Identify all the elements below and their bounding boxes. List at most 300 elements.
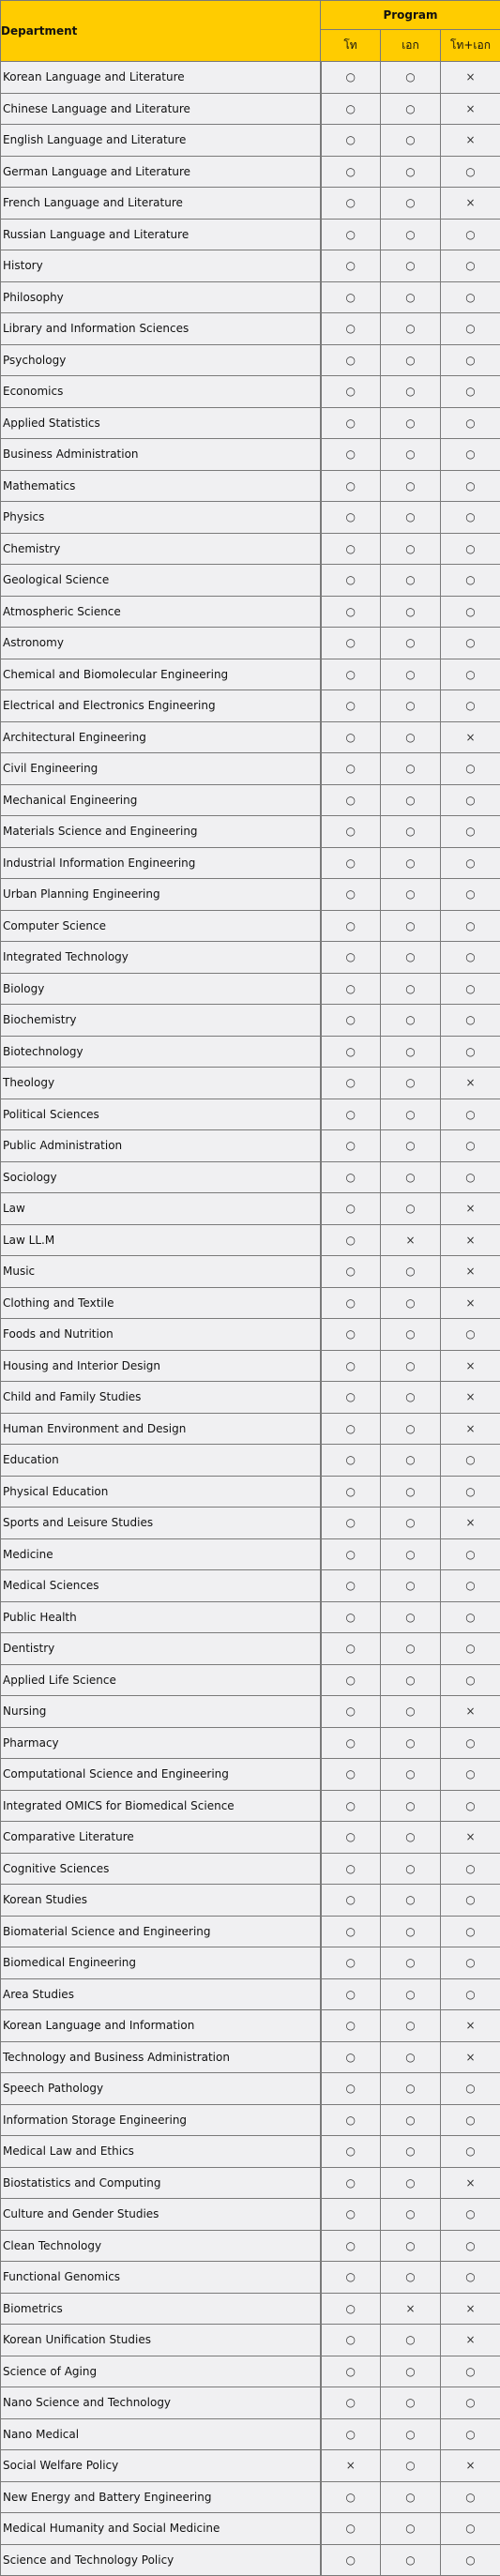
department-name: Korean Studies (1, 1885, 321, 1917)
table-row (1, 2010, 500, 2042)
doctoral-mark: × (381, 1224, 441, 1256)
doctoral-mark: ○ (381, 596, 441, 628)
doctoral-mark: ○ (381, 2136, 441, 2168)
table-row (1, 1727, 500, 1759)
department-name: Mathematics (1, 470, 321, 502)
table-row (1, 1822, 500, 1854)
masters-mark: ○ (321, 816, 381, 848)
doctoral-mark: ○ (381, 2325, 441, 2356)
masters-mark: ○ (321, 879, 381, 911)
doctoral-mark: ○ (381, 2387, 441, 2419)
table-row (1, 1633, 500, 1665)
masters-mark: ○ (321, 2418, 381, 2450)
combined-mark: × (441, 1696, 500, 1728)
table-row (1, 1445, 500, 1477)
department-name: Biotechnology (1, 1036, 321, 1068)
doctoral-mark: ○ (381, 2230, 441, 2262)
combined-mark: ○ (441, 1885, 500, 1917)
masters-mark: ○ (321, 1508, 381, 1539)
department-name: Industrial Information Engineering (1, 847, 321, 879)
department-name: Chemistry (1, 533, 321, 565)
department-name: Sociology (1, 1161, 321, 1193)
combined-mark: ○ (441, 973, 500, 1005)
doctoral-mark: ○ (381, 313, 441, 345)
masters-mark: ○ (321, 1036, 381, 1068)
table-row (1, 1036, 500, 1068)
masters-mark: ○ (321, 1538, 381, 1570)
masters-mark: ○ (321, 62, 381, 94)
masters-mark: ○ (321, 2010, 381, 2042)
department-name: Korean Language and Literature (1, 62, 321, 94)
table-row (1, 1005, 500, 1037)
doctoral-mark: ○ (381, 784, 441, 816)
doctoral-mark: ○ (381, 2262, 441, 2294)
table-body (1, 62, 500, 2576)
table-row (1, 2230, 500, 2262)
table-row (1, 879, 500, 911)
combined-mark: ○ (441, 784, 500, 816)
doctoral-mark: ○ (381, 1382, 441, 1414)
department-name: Psychology (1, 344, 321, 376)
masters-mark: ○ (321, 690, 381, 722)
table-row (1, 93, 500, 125)
department-name: Speech Pathology (1, 2073, 321, 2105)
department-name: Nursing (1, 1696, 321, 1728)
combined-mark: ○ (441, 2544, 500, 2576)
doctoral-mark: ○ (381, 1822, 441, 1854)
column-header-combined: โท+เอก (441, 30, 500, 62)
combined-mark: × (441, 62, 500, 94)
department-name: Architectural Engineering (1, 721, 321, 753)
combined-mark: ○ (441, 1538, 500, 1570)
doctoral-mark: ○ (381, 1508, 441, 1539)
masters-mark: ○ (321, 156, 381, 188)
combined-mark: ○ (441, 156, 500, 188)
doctoral-mark: ○ (381, 1350, 441, 1382)
table-row (1, 847, 500, 879)
doctoral-mark: ○ (381, 62, 441, 94)
masters-mark: ○ (321, 1068, 381, 1099)
combined-mark: ○ (441, 2481, 500, 2513)
masters-mark: ○ (321, 1664, 381, 1696)
combined-mark: ○ (441, 753, 500, 785)
department-name: Astronomy (1, 628, 321, 659)
combined-mark: ○ (441, 1099, 500, 1130)
table-row (1, 2262, 500, 2294)
masters-mark: ○ (321, 407, 381, 439)
department-name: Biomedical Engineering (1, 1947, 321, 1979)
doctoral-mark: ○ (381, 219, 441, 250)
table-row (1, 659, 500, 690)
table-row (1, 1664, 500, 1696)
combined-mark: ○ (441, 376, 500, 408)
masters-mark: ○ (321, 910, 381, 942)
department-name: Education (1, 1445, 321, 1477)
doctoral-mark: ○ (381, 156, 441, 188)
doctoral-mark: ○ (381, 1036, 441, 1068)
masters-mark: ○ (321, 1978, 381, 2010)
combined-mark: × (441, 2450, 500, 2482)
masters-mark: ○ (321, 2199, 381, 2231)
combined-mark: × (441, 188, 500, 220)
department-name: Computational Science and Engineering (1, 1759, 321, 1791)
table-row (1, 1130, 500, 1162)
combined-mark: ○ (441, 533, 500, 565)
doctoral-mark: ○ (381, 1759, 441, 1791)
masters-mark: ○ (321, 1759, 381, 1791)
combined-mark: × (441, 1822, 500, 1854)
combined-mark: ○ (441, 1036, 500, 1068)
department-name: Cognitive Sciences (1, 1853, 321, 1885)
department-name: Medicine (1, 1538, 321, 1570)
doctoral-mark: ○ (381, 1696, 441, 1728)
combined-mark: ○ (441, 1790, 500, 1822)
department-name: Medical Law and Ethics (1, 2136, 321, 2168)
masters-mark: ○ (321, 1382, 381, 1414)
masters-mark: ○ (321, 2104, 381, 2136)
table-row (1, 1538, 500, 1570)
combined-mark: ○ (441, 1601, 500, 1633)
doctoral-mark: ○ (381, 1570, 441, 1602)
table-row (1, 2325, 500, 2356)
department-name: Computer Science (1, 910, 321, 942)
doctoral-mark: ○ (381, 1130, 441, 1162)
department-name: Science of Aging (1, 2356, 321, 2387)
table-row (1, 2167, 500, 2199)
doctoral-mark: ○ (381, 1978, 441, 2010)
combined-mark: × (441, 1350, 500, 1382)
department-name: Social Welfare Policy (1, 2450, 321, 2482)
doctoral-mark: ○ (381, 1885, 441, 1917)
department-header: Department (1, 1, 321, 62)
doctoral-mark: ○ (381, 407, 441, 439)
masters-mark: ○ (321, 1696, 381, 1728)
table-row (1, 2136, 500, 2168)
masters-mark: ○ (321, 439, 381, 471)
department-name: Sports and Leisure Studies (1, 1508, 321, 1539)
doctoral-mark: ○ (381, 2167, 441, 2199)
combined-mark: ○ (441, 1759, 500, 1791)
masters-mark: ○ (321, 2293, 381, 2325)
department-name: Biometrics (1, 2293, 321, 2325)
masters-mark: ○ (321, 2481, 381, 2513)
department-name: Atmospheric Science (1, 596, 321, 628)
combined-mark: ○ (441, 470, 500, 502)
doctoral-mark: ○ (381, 376, 441, 408)
masters-mark: ○ (321, 2136, 381, 2168)
department-name: Public Administration (1, 1130, 321, 1162)
combined-mark: ○ (441, 628, 500, 659)
masters-mark: ○ (321, 1256, 381, 1288)
combined-mark: ○ (441, 1570, 500, 1602)
table-row (1, 156, 500, 188)
department-name: Clothing and Textile (1, 1287, 321, 1319)
department-name: Medical Humanity and Social Medicine (1, 2513, 321, 2545)
doctoral-mark: ○ (381, 2481, 441, 2513)
masters-mark: ○ (321, 502, 381, 534)
doctoral-mark: ○ (381, 690, 441, 722)
masters-mark: ○ (321, 1885, 381, 1917)
department-name: Mechanical Engineering (1, 784, 321, 816)
department-name: Applied Statistics (1, 407, 321, 439)
department-name: Electrical and Electronics Engineering (1, 690, 321, 722)
table-row (1, 1885, 500, 1917)
combined-mark: × (441, 93, 500, 125)
masters-mark: ○ (321, 659, 381, 690)
combined-mark: ○ (441, 281, 500, 313)
masters-mark: ○ (321, 753, 381, 785)
doctoral-mark: ○ (381, 470, 441, 502)
masters-mark: ○ (321, 1947, 381, 1979)
doctoral-mark: ○ (381, 1099, 441, 1130)
combined-mark: ○ (441, 565, 500, 597)
department-name: Materials Science and Engineering (1, 816, 321, 848)
combined-mark: × (441, 2010, 500, 2042)
table-row (1, 1476, 500, 1508)
doctoral-mark: ○ (381, 847, 441, 879)
combined-mark: × (441, 1193, 500, 1225)
masters-mark: ○ (321, 1413, 381, 1445)
table-row (1, 942, 500, 974)
masters-mark: ○ (321, 1099, 381, 1130)
masters-mark: ○ (321, 2262, 381, 2294)
combined-mark: ○ (441, 2073, 500, 2105)
doctoral-mark: ○ (381, 1538, 441, 1570)
masters-mark: ○ (321, 2513, 381, 2545)
department-name: Pharmacy (1, 1727, 321, 1759)
doctoral-mark: ○ (381, 628, 441, 659)
doctoral-mark: ○ (381, 502, 441, 534)
combined-mark: ○ (441, 2513, 500, 2545)
combined-mark: ○ (441, 1916, 500, 1947)
department-name: Russian Language and Literature (1, 219, 321, 250)
doctoral-mark: ○ (381, 1161, 441, 1193)
doctoral-mark: ○ (381, 125, 441, 157)
department-name: Child and Family Studies (1, 1382, 321, 1414)
doctoral-mark: ○ (381, 250, 441, 282)
department-name: English Language and Literature (1, 125, 321, 157)
table-row (1, 1947, 500, 1979)
masters-mark: ○ (321, 1350, 381, 1382)
program-header: Program (321, 1, 500, 30)
department-name: Economics (1, 376, 321, 408)
table-row (1, 219, 500, 250)
masters-mark: ○ (321, 847, 381, 879)
table-row (1, 2450, 500, 2482)
masters-mark: ○ (321, 1005, 381, 1037)
department-name: Law LL.M (1, 1224, 321, 1256)
department-name: Biology (1, 973, 321, 1005)
department-name: Biostatistics and Computing (1, 2167, 321, 2199)
combined-mark: × (441, 2041, 500, 2073)
masters-mark: ○ (321, 533, 381, 565)
department-name: New Energy and Battery Engineering (1, 2481, 321, 2513)
doctoral-mark: ○ (381, 344, 441, 376)
table-row (1, 1978, 500, 2010)
masters-mark: ○ (321, 1633, 381, 1665)
combined-mark: ○ (441, 1476, 500, 1508)
masters-mark: ○ (321, 344, 381, 376)
combined-mark: ○ (441, 250, 500, 282)
doctoral-mark: ○ (381, 2356, 441, 2387)
combined-mark: ○ (441, 1445, 500, 1477)
department-name: Business Administration (1, 439, 321, 471)
table-row (1, 1508, 500, 1539)
doctoral-mark: ○ (381, 910, 441, 942)
department-name: Music (1, 1256, 321, 1288)
doctoral-mark: ○ (381, 1287, 441, 1319)
table-row (1, 2544, 500, 2576)
masters-mark: ○ (321, 1727, 381, 1759)
table-row (1, 1696, 500, 1728)
department-name: German Language and Literature (1, 156, 321, 188)
combined-mark: ○ (441, 1161, 500, 1193)
combined-mark: ○ (441, 2104, 500, 2136)
table-row (1, 565, 500, 597)
table-row (1, 721, 500, 753)
combined-mark: ○ (441, 2230, 500, 2262)
combined-mark: × (441, 1413, 500, 1445)
department-name: Korean Unification Studies (1, 2325, 321, 2356)
doctoral-mark: ○ (381, 2010, 441, 2042)
combined-mark: ○ (441, 1633, 500, 1665)
combined-mark: × (441, 2167, 500, 2199)
table-row (1, 1161, 500, 1193)
combined-mark: ○ (441, 2418, 500, 2450)
doctoral-mark: ○ (381, 1664, 441, 1696)
doctoral-mark: ○ (381, 2418, 441, 2450)
department-name: Physical Education (1, 1476, 321, 1508)
department-name: Science and Technology Policy (1, 2544, 321, 2576)
combined-mark: ○ (441, 690, 500, 722)
department-name: Nano Science and Technology (1, 2387, 321, 2419)
table-row (1, 1413, 500, 1445)
masters-mark: ○ (321, 2041, 381, 2073)
table-row (1, 816, 500, 848)
department-name: Chinese Language and Literature (1, 93, 321, 125)
table-row (1, 1193, 500, 1225)
doctoral-mark: ○ (381, 721, 441, 753)
combined-mark: × (441, 2293, 500, 2325)
combined-mark: ○ (441, 816, 500, 848)
masters-mark: ○ (321, 1476, 381, 1508)
combined-mark: × (441, 1287, 500, 1319)
masters-mark: × (321, 2450, 381, 2482)
masters-mark: ○ (321, 2230, 381, 2262)
doctoral-mark: ○ (381, 1256, 441, 1288)
masters-mark: ○ (321, 93, 381, 125)
department-name: Biomaterial Science and Engineering (1, 1916, 321, 1947)
combined-mark: ○ (441, 879, 500, 911)
masters-mark: ○ (321, 2167, 381, 2199)
combined-mark: ○ (441, 439, 500, 471)
doctoral-mark: ○ (381, 1853, 441, 1885)
combined-mark: ○ (441, 659, 500, 690)
table-row (1, 1790, 500, 1822)
doctoral-mark: × (381, 2293, 441, 2325)
department-name: Integrated Technology (1, 942, 321, 974)
doctoral-mark: ○ (381, 1476, 441, 1508)
combined-mark: ○ (441, 407, 500, 439)
department-name: Dentistry (1, 1633, 321, 1665)
table-row (1, 1382, 500, 1414)
table-row (1, 2293, 500, 2325)
department-name: Comparative Literature (1, 1822, 321, 1854)
table-row (1, 1099, 500, 1130)
doctoral-mark: ○ (381, 439, 441, 471)
department-name: Nano Medical (1, 2418, 321, 2450)
masters-mark: ○ (321, 2356, 381, 2387)
table-row (1, 344, 500, 376)
combined-mark: ○ (441, 910, 500, 942)
masters-mark: ○ (321, 1822, 381, 1854)
masters-mark: ○ (321, 1130, 381, 1162)
department-name: Public Health (1, 1601, 321, 1633)
department-name: Urban Planning Engineering (1, 879, 321, 911)
doctoral-mark: ○ (381, 2073, 441, 2105)
table-row (1, 376, 500, 408)
masters-mark: ○ (321, 784, 381, 816)
doctoral-mark: ○ (381, 1068, 441, 1099)
combined-mark: ○ (441, 1978, 500, 2010)
combined-mark: ○ (441, 596, 500, 628)
department-name: Medical Sciences (1, 1570, 321, 1602)
doctoral-mark: ○ (381, 2450, 441, 2482)
masters-mark: ○ (321, 281, 381, 313)
masters-mark: ○ (321, 1790, 381, 1822)
table-row (1, 784, 500, 816)
doctoral-mark: ○ (381, 1601, 441, 1633)
doctoral-mark: ○ (381, 1633, 441, 1665)
department-name: Theology (1, 1068, 321, 1099)
masters-mark: ○ (321, 219, 381, 250)
doctoral-mark: ○ (381, 1319, 441, 1351)
department-name: Information Storage Engineering (1, 2104, 321, 2136)
department-name: Culture and Gender Studies (1, 2199, 321, 2231)
table-row (1, 1570, 500, 1602)
department-name: Library and Information Sciences (1, 313, 321, 345)
doctoral-mark: ○ (381, 1445, 441, 1477)
combined-mark: × (441, 1224, 500, 1256)
table-row (1, 1853, 500, 1885)
doctoral-mark: ○ (381, 879, 441, 911)
table-row (1, 628, 500, 659)
combined-mark: ○ (441, 942, 500, 974)
combined-mark: ○ (441, 2356, 500, 2387)
table-row (1, 533, 500, 565)
masters-mark: ○ (321, 125, 381, 157)
masters-mark: ○ (321, 1287, 381, 1319)
department-name: Korean Language and Information (1, 2010, 321, 2042)
department-name: Physics (1, 502, 321, 534)
table-row (1, 250, 500, 282)
combined-mark: ○ (441, 847, 500, 879)
combined-mark: × (441, 2325, 500, 2356)
department-name: Applied Life Science (1, 1664, 321, 1696)
department-name: Political Sciences (1, 1099, 321, 1130)
masters-mark: ○ (321, 1570, 381, 1602)
doctoral-mark: ○ (381, 816, 441, 848)
table-row (1, 2073, 500, 2105)
combined-mark: × (441, 1382, 500, 1414)
table-row (1, 1068, 500, 1099)
table-header (1, 1, 500, 62)
department-name: Chemical and Biomolecular Engineering (1, 659, 321, 690)
doctoral-mark: ○ (381, 753, 441, 785)
department-name: Human Environment and Design (1, 1413, 321, 1445)
doctoral-mark: ○ (381, 533, 441, 565)
doctoral-mark: ○ (381, 1005, 441, 1037)
